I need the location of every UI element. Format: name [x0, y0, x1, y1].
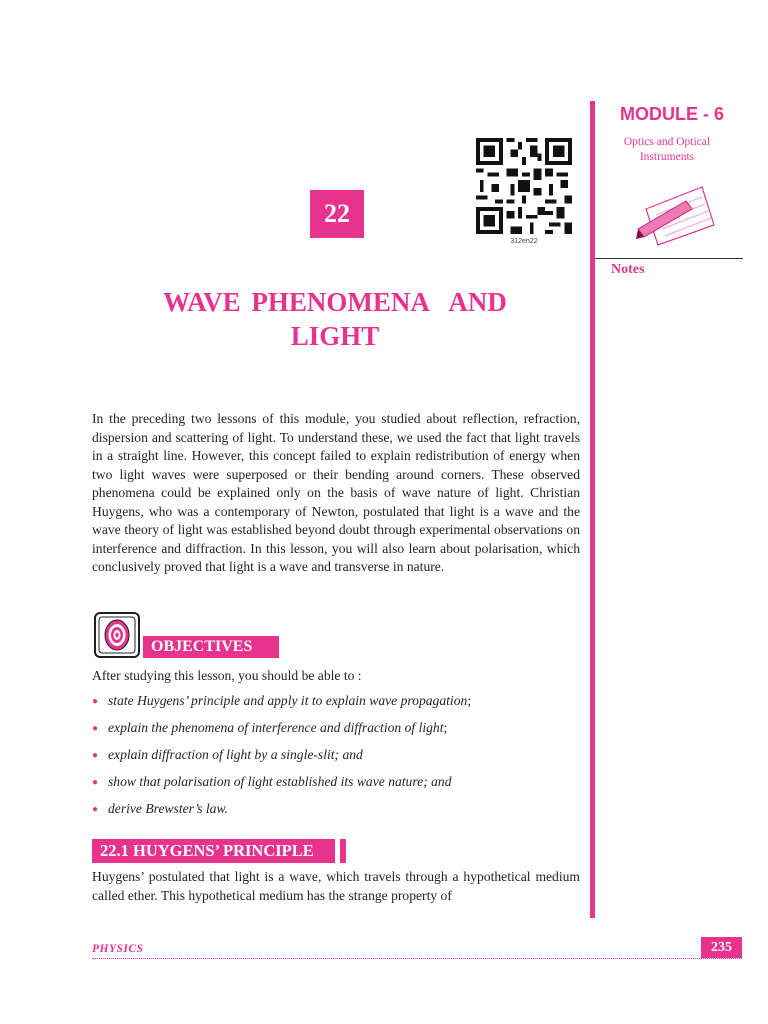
objectives-heading: OBJECTIVES: [143, 636, 279, 658]
footer-subject: PHYSICS: [92, 943, 144, 955]
list-item-text: derive Brewster’s law.: [108, 801, 228, 816]
margin-rule: [590, 101, 595, 918]
list-item-text: explain the phenomena of interference and diffraction of light: [108, 720, 444, 735]
qr-code-label: 312en22: [510, 238, 538, 245]
module-subtitle: [612, 135, 722, 165]
list-item: [92, 800, 580, 827]
chapter-title: [110, 285, 560, 353]
objectives-lead: After studying this lesson, you should be able to :: [92, 668, 362, 683]
chapter-title-line1: WAVE PHENOMENA AND: [163, 287, 507, 317]
footer-rule: [92, 958, 742, 959]
list-item: [92, 719, 580, 746]
module-subtitle-line1: Optics and Optical: [623, 136, 711, 148]
list-item-tail: ;: [467, 693, 472, 708]
module-label: MODULE - 6: [620, 104, 725, 124]
notes-rule: [595, 258, 743, 259]
module-subtitle-line2: Instruments: [639, 151, 695, 163]
section-heading: 22.1 HUYGENS’ PRINCIPLE: [92, 839, 346, 863]
chapter-title-line2: LIGHT: [290, 321, 380, 351]
page-number: 235: [701, 937, 742, 958]
list-item-tail: ;: [443, 720, 448, 735]
list-item: [92, 746, 580, 773]
section-paragraph: Huygens’ postulated that light is a wave, which travels through a hypothetical medium called ether. This hypothetical medium has the strange property of: [92, 869, 580, 903]
notes-label: Notes: [611, 262, 645, 277]
list-item-text: state Huygens’ principle and apply it to explain wave propagation: [108, 693, 468, 708]
list-item-text: show that polarisation of light established its wave nature; and: [108, 774, 452, 789]
list-item-text: explain diffraction of light by a single-slit; and: [108, 747, 363, 762]
chapter-number: 22: [310, 190, 364, 238]
intro-paragraph: In the preceding two lessons of this module, you studied about reflection, refraction, dispersion and scattering of light. To understand these, we used the fact that light travels in a straight line. However, this concept failed to explain redistribution of energy when two light waves were superposed or their bending around corners. These observed phenomena could be explained only on the basis of wave nature of light. Christian Huygens, who was a contemporary of Newton, postulated that light is a wave and the wave theory of light was established beyond doubt through experimental observations on interference and diffraction. In this lesson, you will also learn about polarisation, which conclusively proved that light is a wave and transverse in nature.: [92, 411, 580, 574]
notepad-pen-icon: [636, 183, 720, 247]
qr-code-icon[interactable]: [474, 138, 574, 234]
objectives-list: [92, 692, 580, 827]
list-item: [92, 773, 580, 800]
target-icon: [94, 612, 140, 658]
list-item: [92, 692, 580, 719]
